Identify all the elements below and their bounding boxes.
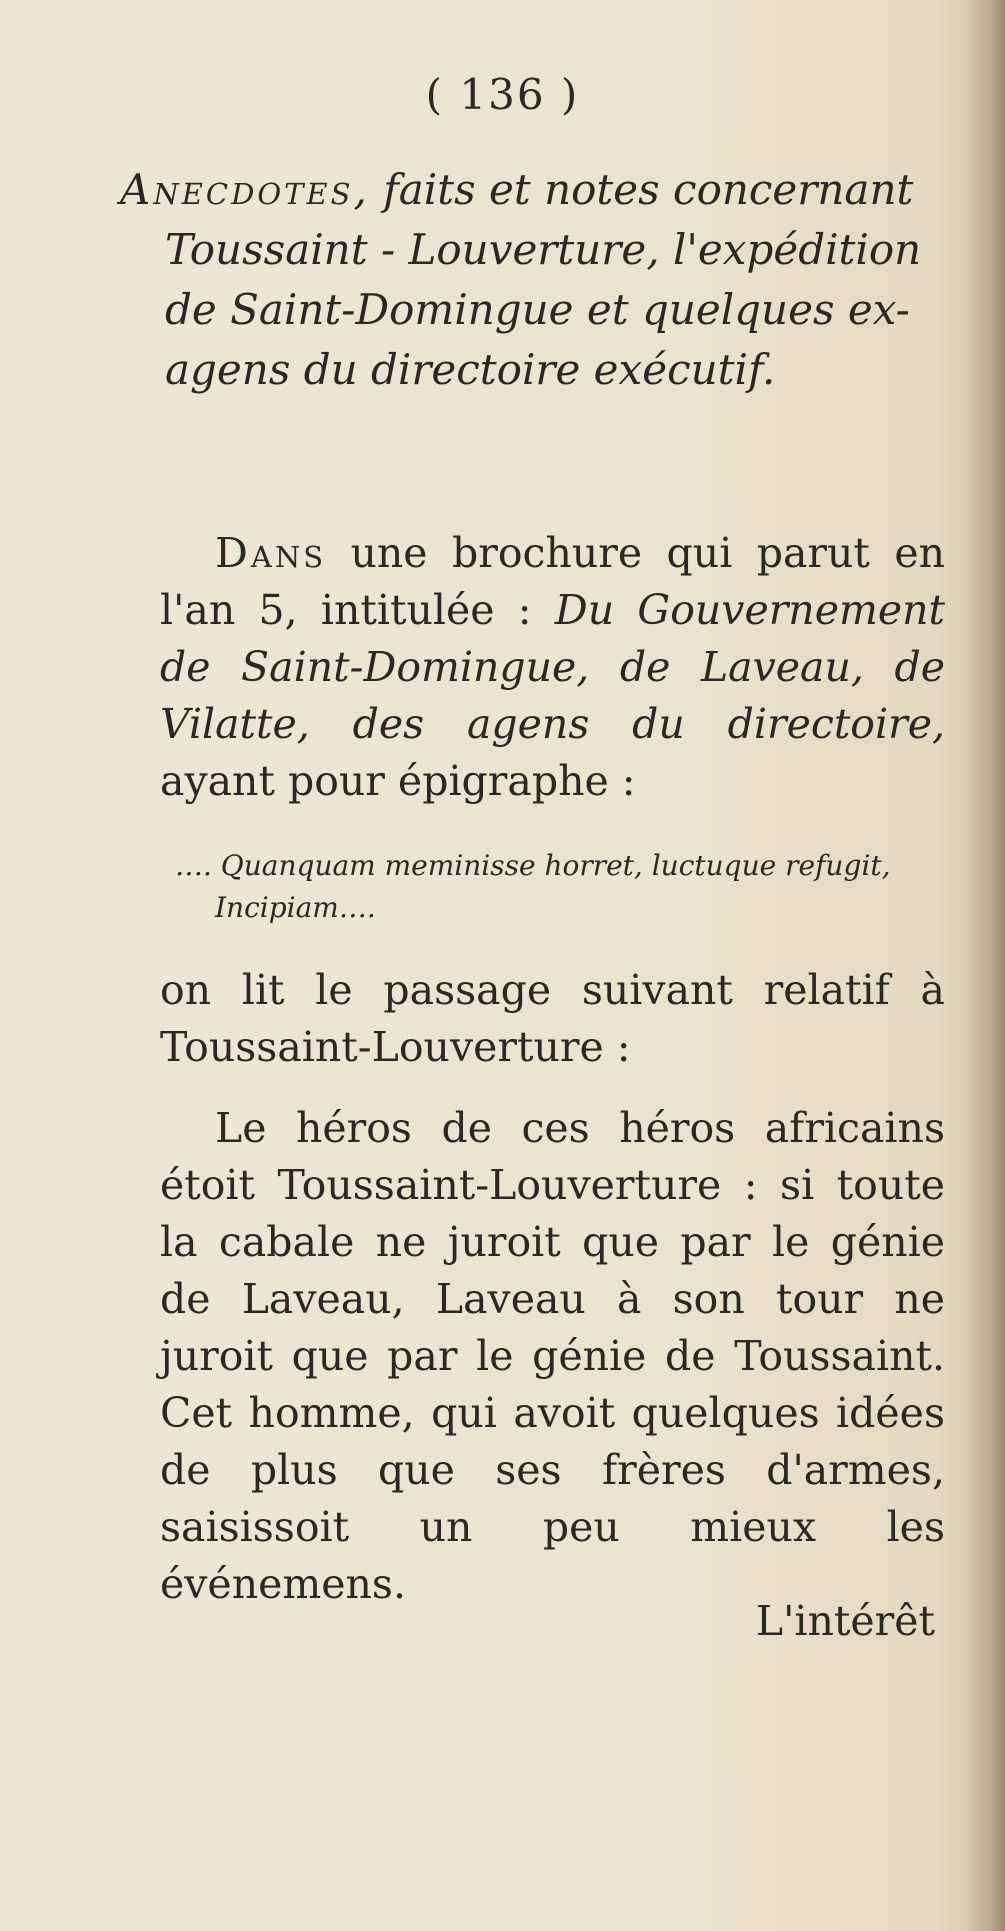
heading-text: faits et notes concernant Toussaint - Louverture, l'expédition de Saint-Domingue et quelques ex-agens du directoire exécutif. bbox=[165, 165, 922, 394]
paragraph-brochure bbox=[160, 525, 945, 810]
brochure-title: Du Gouvernement de Saint-Domingue, de Laveau, de Vilatte, des agens du directoire, bbox=[160, 586, 945, 748]
paragraph-text: une brochure qui parut en l'an 5, intitulée : bbox=[160, 529, 945, 634]
paragraph-smallcaps: Dans bbox=[215, 529, 327, 577]
heading-smallcaps: Anecdotes, bbox=[120, 165, 370, 214]
epigraph-line-2: Incipiam…. bbox=[215, 891, 376, 924]
page-number: ( 136 ) bbox=[425, 70, 580, 119]
binding-shadow bbox=[965, 0, 1005, 1931]
paragraph-text-end: ayant pour épigraphe : bbox=[160, 757, 636, 805]
epigraph bbox=[175, 845, 945, 929]
paragraph-quote bbox=[160, 1100, 945, 1613]
section-heading bbox=[120, 160, 945, 400]
epigraph-line-1: …. Quanquam meminisse horret, luctuque refugit, bbox=[175, 849, 891, 882]
paragraph-passage-intro: on lit le passage suivant relatif à Toussaint-Louverture : bbox=[160, 966, 945, 1071]
catchword: L'intérêt bbox=[755, 1597, 935, 1645]
paragraph-quote-text: Le héros de ces héros africains étoit Toussaint-Louverture : si toute la cabale ne juroit que par le génie de Laveau, Laveau à son tour ne juroit que par le génie de Toussaint. Cet homme, qui avoit quelques idées de plus que ses frères d'armes, saisissoit un peu mieux les événemens. bbox=[160, 1104, 945, 1608]
